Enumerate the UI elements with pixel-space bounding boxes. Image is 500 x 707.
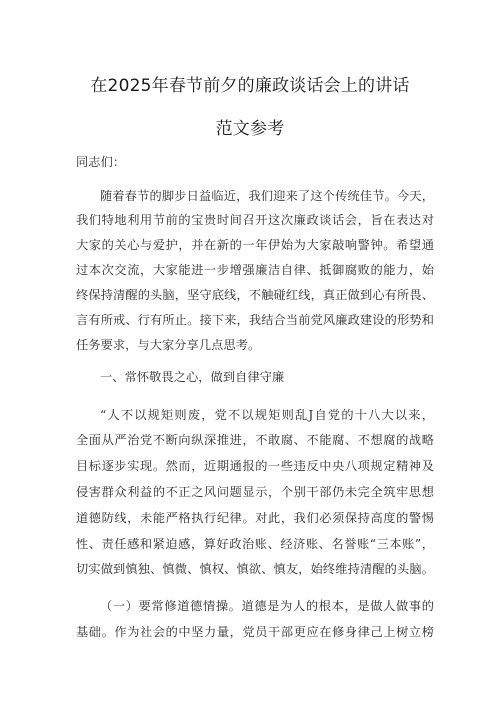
paragraph-line: 言有所戒、行有所止。接下来，我结合当前党风廉政建设的形势和	[76, 313, 434, 327]
paragraph-line: 性、责任感和紧迫感，算好政治账、经济账、名誉账“三本账”，	[76, 537, 434, 551]
paragraph-line: 全面从严治党不断向纵深推进，不敢腐、不能腐、不想腐的战略	[76, 433, 434, 447]
paragraph-line: 道德防线，未能严格执行纪律。对此，我们必须保持高度的警惕	[76, 511, 434, 525]
paragraph-line: “人不以规矩则废，党不以规矩则乱J自党的十八大以来，	[100, 408, 434, 422]
paragraph-line: 随着春节的脚步日益临近，我们迎来了这个传统佳节。今天，	[100, 189, 434, 203]
paragraph-line: 终保持清醒的头脑，坚守底线，不触碰红线，真正做到心有所畏、	[76, 288, 434, 302]
document-subtitle: 范文参考	[215, 119, 285, 139]
section-heading: 一、常怀敬畏之心，做到自律守廉	[100, 370, 285, 384]
paragraph-line: 目标逐步实现。然而，近期通报的一些违反中央八项规定精神及	[76, 459, 434, 473]
paragraph-line: 我们特地利用节前的宝贵时间召开这次廉政谈话会，旨在表达对	[76, 213, 434, 227]
paragraph-line: 大家的关心与爱护，并在新的一年伊始为大家敲响警钟。希望通	[76, 238, 434, 252]
paragraph-line: 任务要求，与大家分享几点思考。	[76, 338, 261, 352]
paragraph-line: 切实做到慎独、慎微、慎权、慎欲、慎友，始终维持清醒的头脑。	[76, 562, 434, 576]
paragraph-line: 基础。作为社会的中坚力量，党员干部更应在修身律己上树立榜	[76, 625, 434, 639]
salutation: 同志们：	[76, 155, 126, 169]
subsection-line: （一）要常修道德情操。道德是为人的根本，是做人做事的	[100, 599, 434, 613]
paragraph-line: 侵害群众利益的不正之风问题显示，个别干部仍未完全筑牢思想	[76, 485, 434, 499]
paragraph-line: 过本次交流，大家能进一步增强廉洁自律、抵御腐败的能力，始	[76, 263, 434, 277]
document-title: 在2025年春节前夕的廉政谈话会上的讲话	[90, 76, 410, 96]
